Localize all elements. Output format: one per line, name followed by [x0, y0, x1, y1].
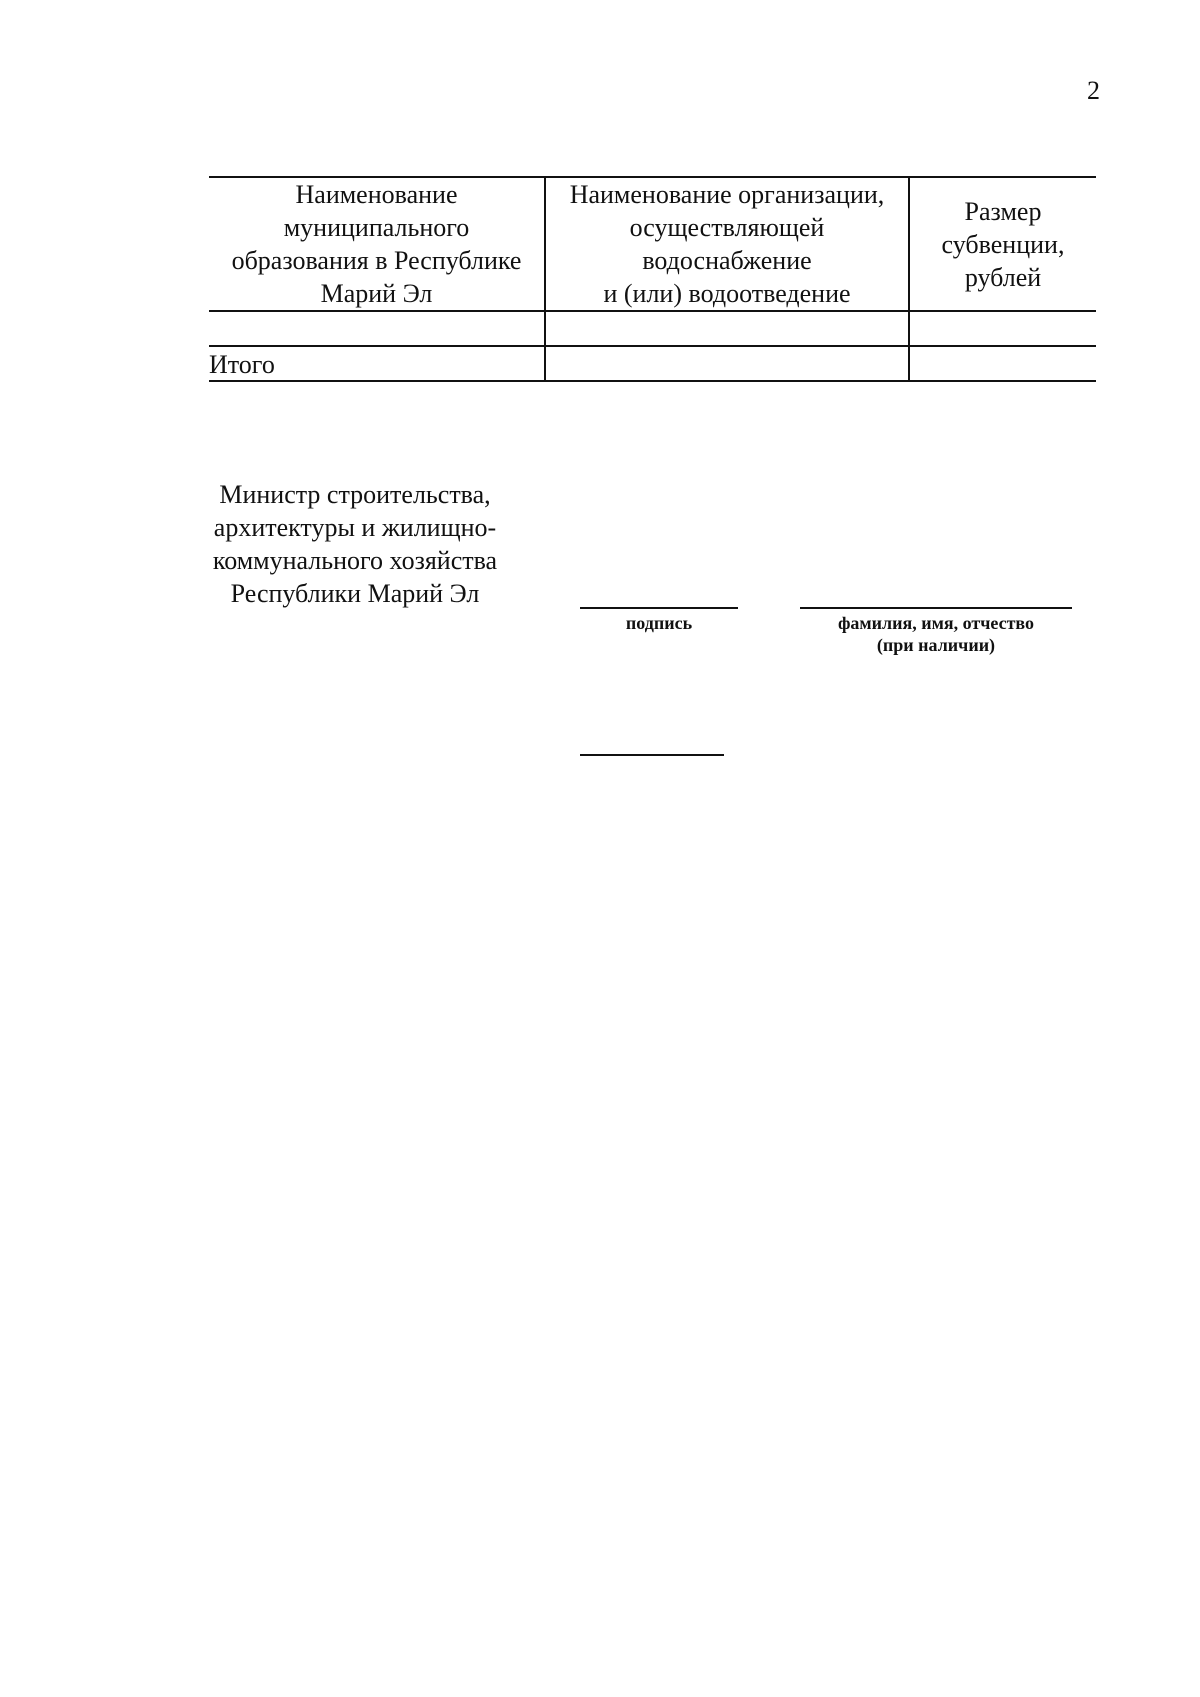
signature-caption: подпись [625, 613, 693, 633]
header-municipality [209, 177, 545, 311]
full-name-line [800, 607, 1072, 609]
minister-title: Министр строительства, архитектуры и жилищно- коммунального хозяйства Республики Марий Эл [212, 480, 498, 608]
table-cell-municipality [209, 311, 545, 346]
subvention-table [209, 176, 1096, 382]
header-subvention-amount-label: Размер субвенции, рублей [941, 196, 1065, 292]
header-municipality-label: Наименование муниципального образования в Республике Марий Эл [231, 180, 522, 308]
header-organization-label: Наименование организации, осуществляющей водоснабжение и (или) водоотведение [569, 180, 885, 308]
table-cell-organization [545, 311, 909, 346]
table-header-row [209, 177, 1096, 311]
total-label: Итого [209, 346, 545, 381]
header-organization [545, 177, 909, 311]
header-subvention-amount [909, 177, 1096, 311]
date-line [580, 754, 724, 756]
total-cell-organization [545, 346, 909, 381]
total-row [209, 346, 1096, 381]
table-cell-amount [909, 311, 1096, 346]
page-number: 2 [1087, 76, 1100, 105]
total-cell-amount [909, 346, 1096, 381]
full-name-caption: фамилия, имя, отчество (при наличии) [837, 613, 1035, 655]
signature-line [580, 607, 738, 609]
table-row [209, 311, 1096, 346]
